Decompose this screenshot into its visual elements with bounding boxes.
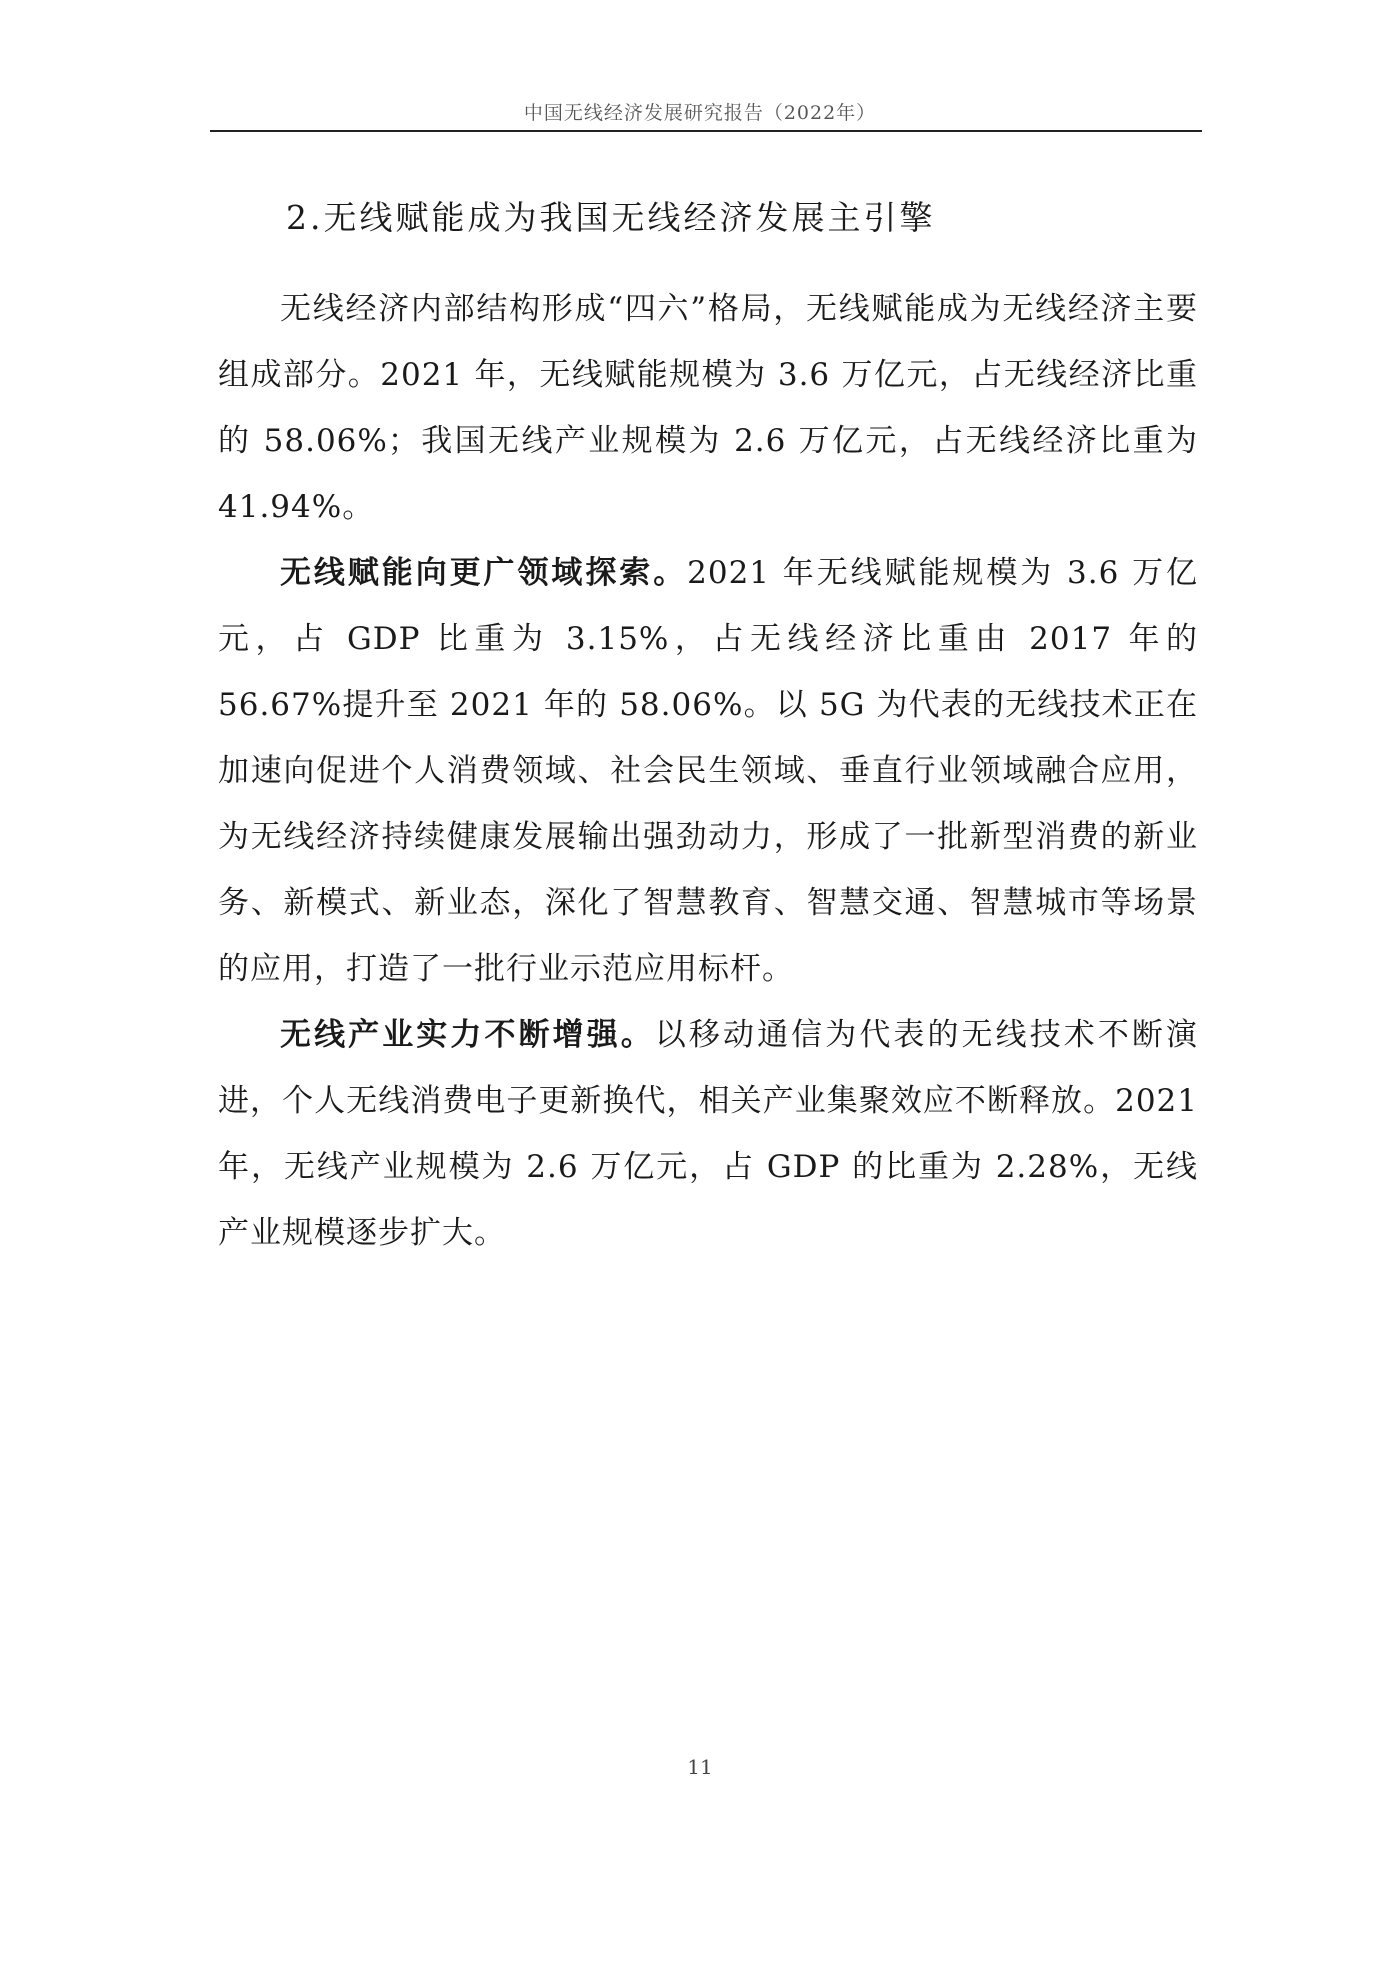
running-header: 中国无线经济发展研究报告（2022年） [523,102,877,124]
paragraph-empowerment [218,540,1198,1002]
body-text [218,276,1198,1266]
section-heading: 2.无线赋能成为我国无线经济发展主引擎 [286,198,936,237]
paragraph-text: 2021 年无线赋能规模为 3.6 万亿元，占 GDP 比重为 3.15%，占无线经济比重由 2017 年的 56.67%提升至 2021 年的 58.06%。以 5G 为代表的无线技术正在加速向促进个人消费领域、社会民生领域、垂直行业领域融合应用，为无线经济持续健康发展输出强劲动力，形成了一批新型消费的新业务、新模式、新业态，深化了智慧教育、智慧交通、智慧城市等场景的应用，打造了一批行业示范应用标杆。 [218,555,1198,987]
paragraph-lead: 无线赋能向更广领域探索。 [280,555,688,591]
paragraph-lead: 无线产业实力不断增强。 [280,1017,655,1053]
paragraph-structure [218,276,1198,540]
paragraph-industry [218,1002,1198,1266]
header-divider [210,130,1202,132]
page-number: 11 [687,1755,713,1779]
paragraph-text: 以移动通信为代表的无线技术不断演进，个人无线消费电子更新换代，相关产业集聚效应不断释放。2021 年，无线产业规模为 2.6 万亿元，占 GDP 的比重为 2.28%，无线产业规模逐步扩大。 [218,1017,1199,1251]
paragraph-text: 无线经济内部结构形成“四六”格局，无线赋能成为无线经济主要组成部分。2021 年，无线赋能规模为 3.6 万亿元，占无线经济比重的 58.06%；我国无线产业规模为 2.6 万亿元，占无线经济比重为 41.94%。 [218,291,1198,525]
